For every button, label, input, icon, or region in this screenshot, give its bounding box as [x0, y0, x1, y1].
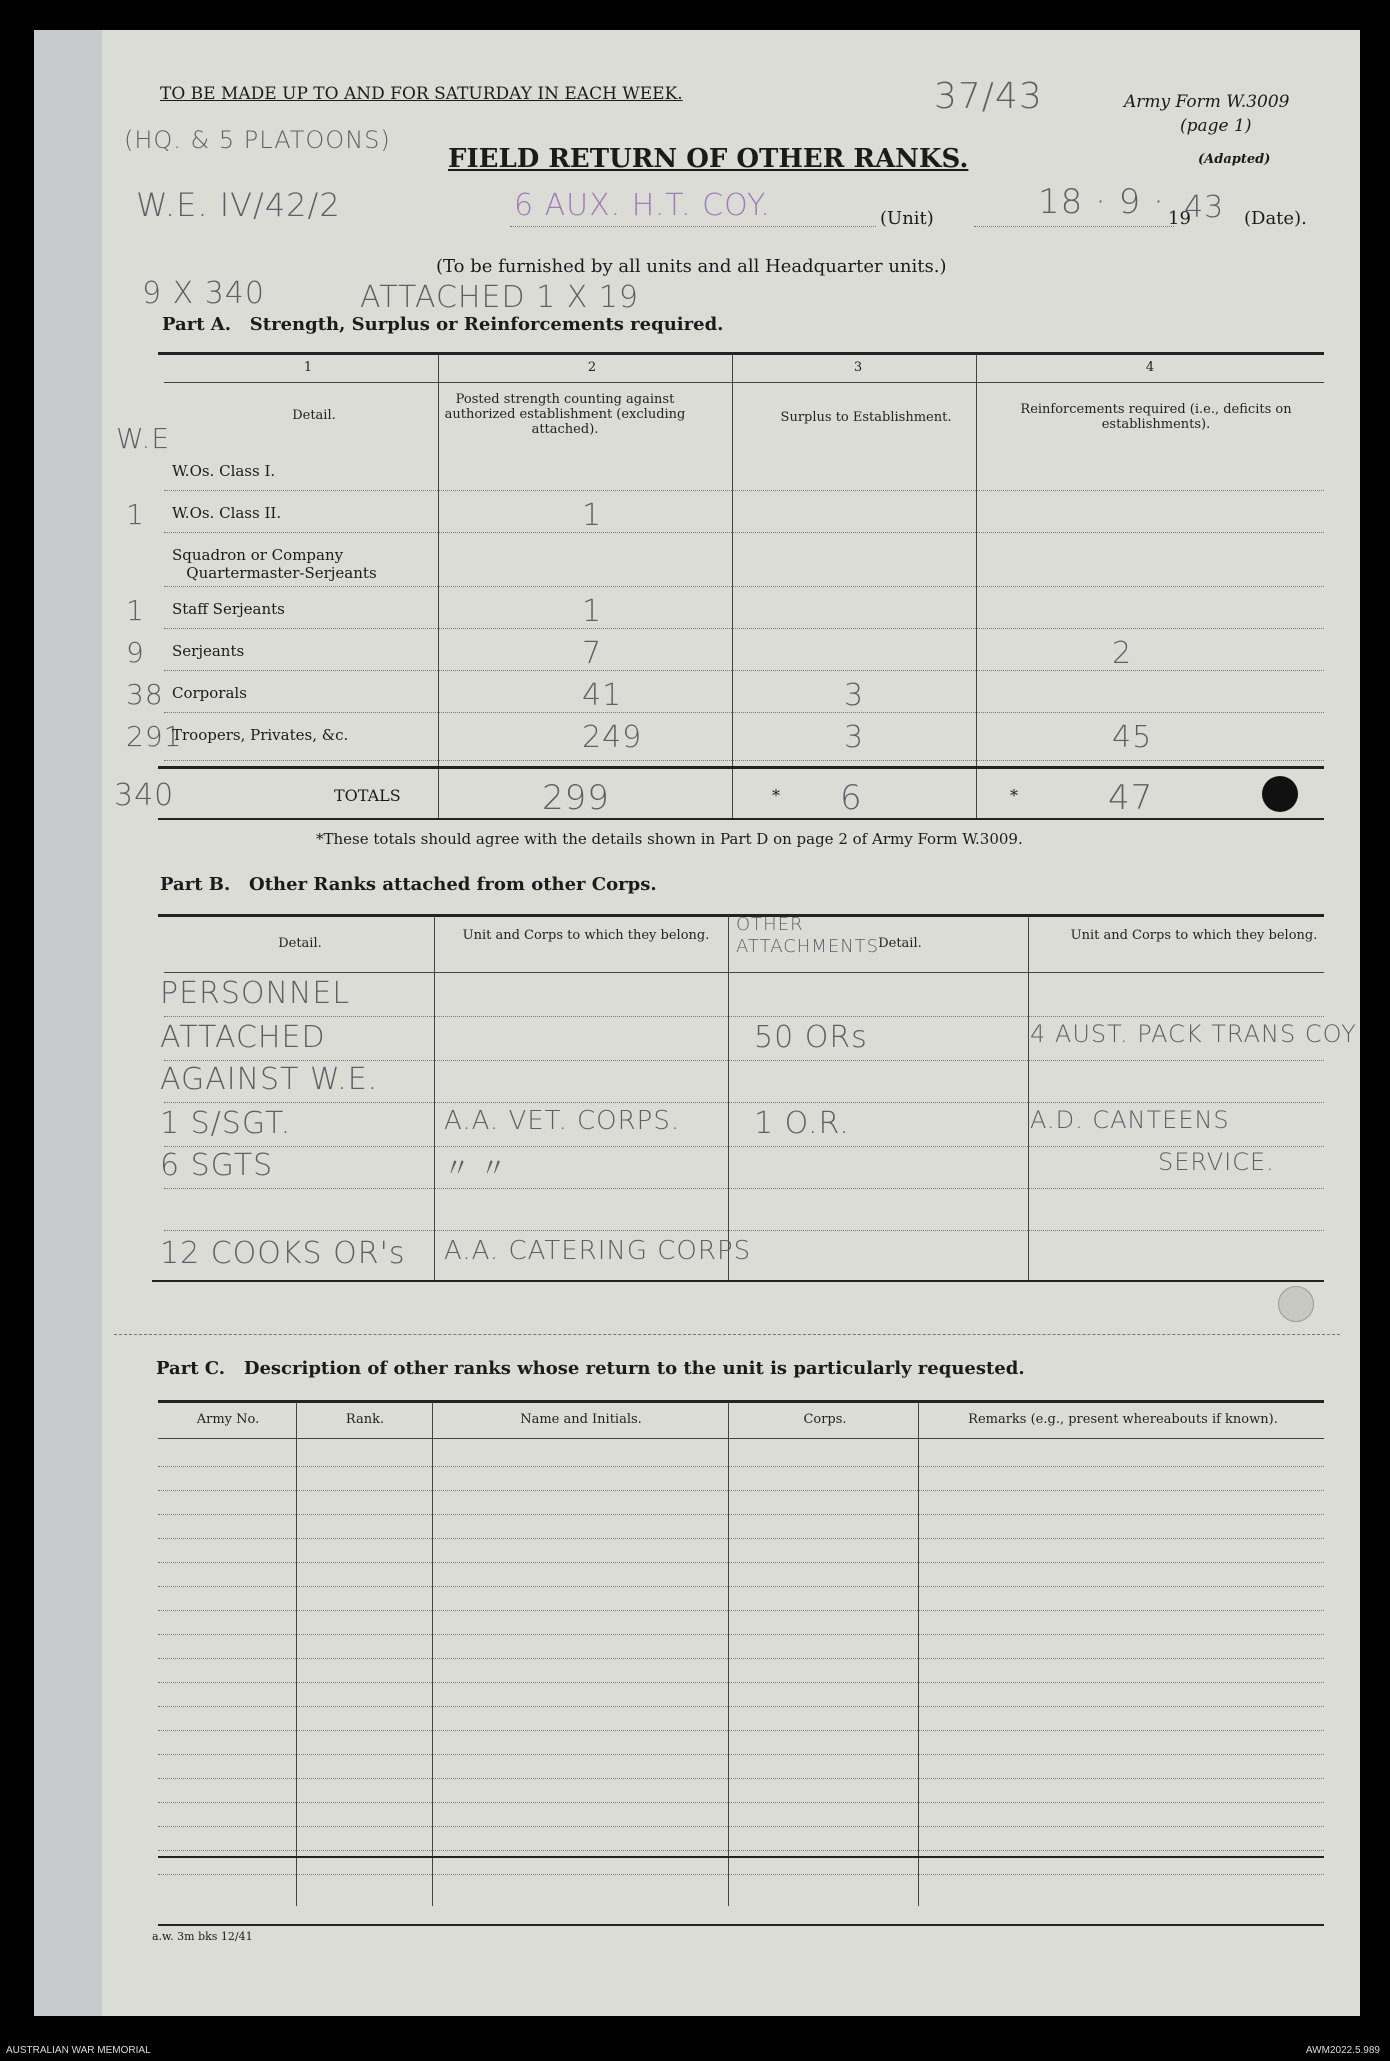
form-page: (page 1): [1180, 116, 1252, 136]
row-posted: 1: [582, 594, 603, 629]
part-a-colnum-1: 1: [303, 360, 313, 375]
perforation-line: [114, 1334, 1340, 1335]
part-c-col-corps: Corps.: [803, 1412, 847, 1427]
row-rule: [164, 628, 1324, 629]
part-b-col-unit: Unit and Corps to which they belong.: [462, 928, 710, 943]
row-rule: [164, 490, 1324, 491]
part-a-bottom-rule: [158, 818, 1324, 820]
part-c-col-armyno: Army No.: [196, 1412, 260, 1427]
part-b-header-rule: [164, 972, 1324, 973]
part-a-totals-rule: [158, 766, 1324, 769]
attach-detail2: 50 ORs: [754, 1020, 868, 1055]
part-c-row-rule: [158, 1634, 1324, 1635]
punch-hole-lower: [1278, 1286, 1314, 1322]
attach-detail: PERSONNEL: [160, 976, 351, 1011]
part-a-numbers-rule: [164, 382, 1324, 383]
part-c-bottom-rule: [158, 1924, 1324, 1926]
attach-detail: 12 COOKS OR's: [160, 1236, 406, 1271]
year-suffix: 43: [1184, 190, 1225, 225]
totals-star-surplus: *: [772, 786, 780, 805]
archive-right-caption: AWM2022.5.989: [1305, 2045, 1380, 2056]
part-c-row-rule: [158, 1586, 1324, 1587]
totals-margin: 340: [114, 778, 175, 813]
row-detail: W.Os. Class II.: [172, 504, 282, 522]
row-detail: Serjeants: [172, 642, 245, 660]
part-c-vline-4: [918, 1402, 919, 1906]
row-margin-note: 38: [126, 678, 164, 711]
year-prefix: 19: [1168, 208, 1191, 229]
part-b-col-detail: Detail.: [278, 936, 322, 951]
part-a-col-posted: Posted strength counting against authorized establishment (excluding attached).: [444, 392, 686, 437]
part-c-vline-1: [296, 1402, 297, 1906]
form-title: FIELD RETURN OF OTHER RANKS.: [448, 144, 969, 174]
part-a-title: Part A. Strength, Surplus or Reinforcements required.: [162, 314, 724, 335]
attach-unit2: A.D. CANTEENS: [1030, 1106, 1230, 1134]
row-rule: [164, 532, 1324, 533]
part-c-row-rule: [158, 1850, 1324, 1851]
attached-note: ATTACHED 1 X 19: [360, 280, 639, 315]
part-c-row-rule: [158, 1682, 1324, 1683]
strength-note: 9 X 340: [142, 276, 265, 311]
row-rule: [164, 712, 1324, 713]
part-b-bottom-rule: [152, 1280, 1324, 1282]
attach-unit: A.A. VET. CORPS.: [444, 1106, 681, 1136]
part-a-colnum-4: 4: [1145, 360, 1155, 375]
part-a-footnote: *These totals should agree with the details shown in Part D on page 2 of Army Form W.3009.: [316, 830, 1023, 848]
attach-detail: ATTACHED: [160, 1020, 326, 1055]
part-c-row-rule: [158, 1802, 1324, 1803]
part-c-row-rule: [158, 1466, 1324, 1467]
ref-number: 37/43: [934, 76, 1043, 117]
attach-detail: 1 S/SGT.: [160, 1106, 292, 1141]
print-code: a.w. 3m bks 12/41: [152, 1930, 253, 1943]
part-c-vline-3: [728, 1402, 729, 1906]
row-detail: Corporals: [172, 684, 247, 702]
row-surplus: 3: [844, 678, 865, 713]
attach-unit2: 4 AUST. PACK TRANS COY: [1030, 1020, 1357, 1048]
attach-detail: AGAINST W.E.: [160, 1062, 379, 1097]
attach-row-rule: [164, 1060, 1324, 1061]
part-a-col-reinf: Reinforcements required (i.e., deficits on establishments).: [1020, 402, 1292, 432]
unit-label: (Unit): [880, 208, 934, 229]
archive-left-caption: AUSTRALIAN WAR MEMORIAL: [6, 2045, 151, 2056]
part-c-row-rule: [158, 1658, 1324, 1659]
attach-unit2: SERVICE.: [1158, 1148, 1275, 1176]
row-posted: 7: [582, 636, 603, 671]
row-detail: Squadron or Company Quartermaster-Serjeants: [172, 546, 377, 582]
totals-surplus: 6: [840, 778, 863, 818]
attach-detail: 6 SGTS: [160, 1148, 274, 1183]
totals-posted: 299: [542, 778, 610, 818]
other-attachments-note: OTHER ATTACHMENTS: [736, 914, 880, 957]
part-c-row-rule: [158, 1514, 1324, 1515]
part-c-row-rule: [158, 1730, 1324, 1731]
punch-hole: [1262, 776, 1298, 812]
attach-unit: A.A. CATERING CORPS: [444, 1236, 752, 1266]
row-rule: [164, 670, 1324, 671]
totals-star-reinf: *: [1010, 786, 1018, 805]
row-margin-note: 291: [126, 720, 183, 753]
row-posted: 41: [582, 678, 623, 713]
part-c-row-rule: [158, 1706, 1324, 1707]
form-number: Army Form W.3009: [1124, 92, 1290, 112]
part-c-row-rule: [158, 1610, 1324, 1611]
totals-label: TOTALS: [334, 786, 401, 805]
row-margin-note: 1: [126, 498, 145, 531]
archive-caption-bar: [0, 2040, 1390, 2061]
attach-row-rule: [164, 1102, 1324, 1103]
row-detail: Troopers, Privates, &c.: [172, 726, 349, 744]
row-detail: Staff Serjeants: [172, 600, 285, 618]
part-a-colnum-3: 3: [853, 360, 863, 375]
part-c-row-rule: [158, 1874, 1324, 1875]
row-reinf: 45: [1112, 720, 1153, 755]
row-margin-note: 9: [126, 636, 145, 669]
unit-line: [510, 226, 876, 227]
part-c-col-rank: Rank.: [345, 1412, 385, 1427]
part-c-col-remarks: Remarks (e.g., present whereabouts if known).: [968, 1412, 1278, 1427]
part-a-top-rule: [158, 352, 1324, 355]
row-margin-note: 1: [126, 594, 145, 627]
attach-row-rule: [164, 1188, 1324, 1189]
totals-reinf: 47: [1108, 778, 1154, 818]
part-c-row-rule: [158, 1562, 1324, 1563]
part-c-row-rule: [158, 1538, 1324, 1539]
row-reinf: 2: [1112, 636, 1133, 671]
adapted-label: (Adapted): [1198, 152, 1271, 167]
row-rule: [164, 760, 1324, 761]
we-column-note: W.E: [116, 422, 171, 455]
row-surplus: 3: [844, 720, 865, 755]
part-c-row-rule: [158, 1826, 1324, 1827]
row-posted: 1: [582, 498, 603, 533]
part-c-header-rule: [158, 1438, 1324, 1439]
part-c-vline-2: [432, 1402, 433, 1906]
part-a-col-surplus: Surplus to Establishment.: [780, 410, 952, 425]
part-a-col-detail: Detail.: [292, 408, 336, 423]
part-c-top-rule: [158, 1400, 1324, 1403]
date-day-month: 18 · 9 ·: [1038, 182, 1165, 222]
form-paper: [34, 30, 1360, 2016]
part-c-row-rule: [158, 1778, 1324, 1779]
part-c-title: Part C. Description of other ranks whose return to the unit is particularly requested.: [156, 1358, 1025, 1379]
part-b-col-detail2: Detail.: [878, 936, 922, 951]
paper-edge-strip: [34, 30, 102, 2016]
we-reference: W.E. IV/42/2: [136, 186, 341, 224]
attach-row-rule: [164, 1230, 1324, 1231]
attach-detail2: 1 O.R.: [754, 1106, 850, 1141]
part-b-vline-1: [434, 916, 435, 1280]
part-a-colnum-2: 2: [587, 360, 597, 375]
instruction-line: TO BE MADE UP TO AND FOR SATURDAY IN EACH WEEK.: [160, 84, 683, 104]
part-c-total-rule: [158, 1856, 1324, 1858]
part-b-title: Part B. Other Ranks attached from other Corps.: [160, 874, 657, 895]
date-line: [974, 226, 1174, 227]
unit-stamp: 6 AUX. H.T. COY.: [514, 188, 771, 223]
row-posted: 249: [582, 720, 643, 755]
row-rule: [164, 586, 1324, 587]
attach-unit: 〃 〃: [444, 1154, 508, 1184]
part-b-vline-2: [728, 916, 729, 1280]
part-c-row-rule: [158, 1490, 1324, 1491]
part-b-col-unit2: Unit and Corps to which they belong.: [1070, 928, 1318, 943]
row-detail: W.Os. Class I.: [172, 462, 276, 480]
attach-row-rule: [164, 1146, 1324, 1147]
part-c-row-rule: [158, 1754, 1324, 1755]
part-b-vline-3: [1028, 916, 1029, 1280]
attach-row-rule: [164, 1016, 1324, 1017]
furnished-note: (To be furnished by all units and all Headquarter units.): [436, 256, 947, 277]
platoons-note: (HQ. & 5 PLATOONS): [124, 126, 391, 154]
part-c-col-name: Name and Initials.: [520, 1412, 642, 1427]
date-label: (Date).: [1244, 208, 1307, 229]
